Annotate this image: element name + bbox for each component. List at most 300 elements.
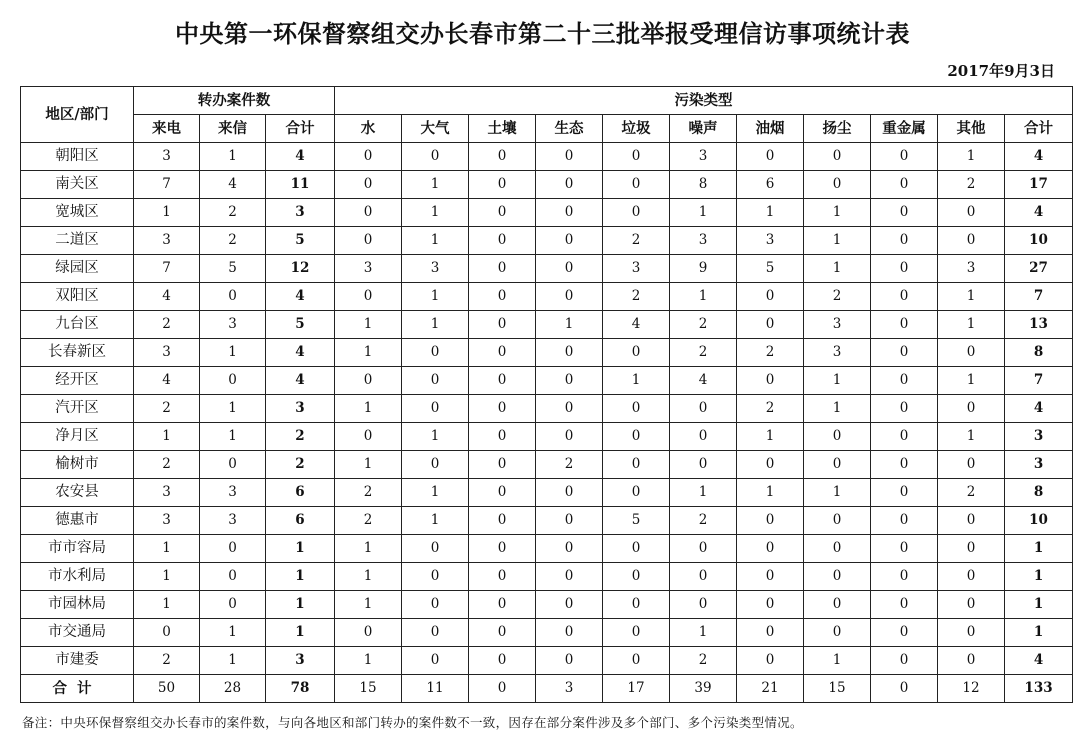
subtotal-cell: 5 <box>266 311 335 339</box>
table-row <box>21 563 1073 591</box>
table-cell: 0 <box>134 619 200 647</box>
table-cell: 0 <box>402 451 469 479</box>
table-row <box>21 367 1073 395</box>
table-row <box>21 395 1073 423</box>
table-cell: 1 <box>938 423 1005 451</box>
subtotal-cell: 4 <box>1005 143 1073 171</box>
table-cell: 0 <box>469 451 536 479</box>
table-cell: 0 <box>871 507 938 535</box>
subtotal-cell: 4 <box>1005 199 1073 227</box>
table-cell: 1 <box>804 227 871 255</box>
subtotal-cell: 1 <box>1005 619 1073 647</box>
region-name: 绿园区 <box>21 255 134 283</box>
table-cell: 0 <box>938 535 1005 563</box>
table-cell: 5 <box>200 255 266 283</box>
region-name: 汽开区 <box>21 395 134 423</box>
table-cell: 0 <box>469 199 536 227</box>
table-cell: 0 <box>536 143 603 171</box>
table-cell: 3 <box>603 255 670 283</box>
table-cell: 0 <box>335 619 402 647</box>
table-cell: 0 <box>536 619 603 647</box>
table-cell: 1 <box>335 395 402 423</box>
table-cell: 0 <box>871 143 938 171</box>
subtotal-cell: 13 <box>1005 311 1073 339</box>
pollution-col-header: 垃圾 <box>603 115 670 143</box>
table-cell: 0 <box>469 479 536 507</box>
table-cell: 0 <box>804 451 871 479</box>
pollution-col-header: 扬尘 <box>804 115 871 143</box>
table-cell: 0 <box>871 227 938 255</box>
table-cell: 0 <box>603 199 670 227</box>
table-cell: 0 <box>938 451 1005 479</box>
region-name: 榆树市 <box>21 451 134 479</box>
table-cell: 1 <box>200 395 266 423</box>
table-cell: 0 <box>402 367 469 395</box>
table-cell: 1 <box>536 311 603 339</box>
table-cell: 1 <box>335 591 402 619</box>
table-cell: 0 <box>469 143 536 171</box>
table-cell: 0 <box>200 563 266 591</box>
table-cell: 3 <box>804 339 871 367</box>
table-cell: 0 <box>200 451 266 479</box>
table-cell: 3 <box>200 479 266 507</box>
table-cell: 50 <box>134 675 200 703</box>
table-cell: 5 <box>603 507 670 535</box>
table-cell: 0 <box>737 591 804 619</box>
table-cell: 0 <box>402 535 469 563</box>
subtotal-cell: 8 <box>1005 479 1073 507</box>
table-cell: 2 <box>134 647 200 675</box>
region-name: 农安县 <box>21 479 134 507</box>
table-cell: 0 <box>603 591 670 619</box>
table-row <box>21 143 1073 171</box>
table-cell: 0 <box>871 423 938 451</box>
table-cell: 1 <box>402 479 469 507</box>
table-cell: 0 <box>335 227 402 255</box>
table-cell: 0 <box>804 423 871 451</box>
table-cell: 0 <box>469 507 536 535</box>
transfer-col-header: 来信 <box>200 115 266 143</box>
table-cell: 1 <box>335 339 402 367</box>
table-cell: 0 <box>804 171 871 199</box>
table-cell: 39 <box>670 675 737 703</box>
table-cell: 0 <box>871 451 938 479</box>
table-row <box>21 451 1073 479</box>
table-cell: 2 <box>134 451 200 479</box>
table-cell: 0 <box>603 479 670 507</box>
table-cell: 0 <box>871 283 938 311</box>
table-cell: 0 <box>938 507 1005 535</box>
table-cell: 1 <box>402 311 469 339</box>
table-cell: 1 <box>402 199 469 227</box>
subtotal-cell: 4 <box>1005 395 1073 423</box>
table-cell: 0 <box>804 591 871 619</box>
subtotal-cell: 4 <box>266 367 335 395</box>
table-cell: 0 <box>335 199 402 227</box>
table-cell: 0 <box>469 339 536 367</box>
table-cell: 0 <box>670 563 737 591</box>
table-cell: 0 <box>536 339 603 367</box>
pollution-col-header: 大气 <box>402 115 469 143</box>
table-cell: 0 <box>603 143 670 171</box>
table-cell: 1 <box>670 199 737 227</box>
table-cell: 0 <box>871 563 938 591</box>
table-cell: 3 <box>134 227 200 255</box>
region-name: 市园林局 <box>21 591 134 619</box>
table-cell: 1 <box>804 395 871 423</box>
table-cell: 6 <box>737 171 804 199</box>
table-row <box>21 311 1073 339</box>
table-cell: 0 <box>536 647 603 675</box>
table-row <box>21 591 1073 619</box>
table-cell: 2 <box>670 311 737 339</box>
table-cell: 0 <box>469 311 536 339</box>
table-cell: 1 <box>335 647 402 675</box>
table-cell: 0 <box>200 535 266 563</box>
subtotal-cell: 6 <box>266 479 335 507</box>
total-label: 合计 <box>21 675 134 703</box>
table-cell: 0 <box>603 619 670 647</box>
region-name: 市建委 <box>21 647 134 675</box>
table-cell: 3 <box>200 311 266 339</box>
table-cell: 0 <box>938 339 1005 367</box>
table-cell: 0 <box>536 283 603 311</box>
total-row <box>21 675 1073 703</box>
table-cell: 0 <box>469 283 536 311</box>
subtotal-cell: 8 <box>1005 339 1073 367</box>
table-cell: 1 <box>737 479 804 507</box>
table-cell: 0 <box>737 507 804 535</box>
table-cell: 1 <box>670 619 737 647</box>
subtotal-cell: 3 <box>266 647 335 675</box>
region-name: 市交通局 <box>21 619 134 647</box>
table-cell: 1 <box>402 227 469 255</box>
subtotal-cell: 1 <box>1005 591 1073 619</box>
table-cell: 0 <box>871 619 938 647</box>
table-cell: 1 <box>134 591 200 619</box>
table-cell: 3 <box>804 311 871 339</box>
table-cell: 2 <box>603 227 670 255</box>
table-cell: 1 <box>603 367 670 395</box>
subtotal-cell: 12 <box>266 255 335 283</box>
table-cell: 0 <box>737 283 804 311</box>
table-cell: 17 <box>603 675 670 703</box>
table-cell: 0 <box>938 395 1005 423</box>
table-cell: 0 <box>536 199 603 227</box>
table-cell: 0 <box>670 451 737 479</box>
table-cell: 0 <box>402 647 469 675</box>
pollution-col-header: 土壤 <box>469 115 536 143</box>
table-cell: 0 <box>469 423 536 451</box>
table-cell: 1 <box>134 563 200 591</box>
table-cell: 1 <box>200 423 266 451</box>
table-cell: 0 <box>670 535 737 563</box>
region-column-header: 地区/部门 <box>21 87 134 143</box>
table-cell: 1 <box>804 479 871 507</box>
table-cell: 0 <box>603 451 670 479</box>
table-cell: 1 <box>670 479 737 507</box>
table-cell: 0 <box>737 311 804 339</box>
table-cell: 0 <box>871 171 938 199</box>
subtotal-cell: 27 <box>1005 255 1073 283</box>
table-cell: 2 <box>536 451 603 479</box>
table-cell: 4 <box>134 283 200 311</box>
table-row <box>21 423 1073 451</box>
subtotal-cell: 5 <box>266 227 335 255</box>
report-date: 2017年9月3日 <box>947 62 1055 80</box>
table-body <box>21 143 1073 703</box>
table-cell: 2 <box>670 507 737 535</box>
table-cell: 1 <box>134 199 200 227</box>
table-cell: 28 <box>200 675 266 703</box>
table-cell: 2 <box>938 171 1005 199</box>
table-cell: 0 <box>335 283 402 311</box>
table-cell: 1 <box>134 423 200 451</box>
table-cell: 0 <box>200 283 266 311</box>
table-cell: 1 <box>938 367 1005 395</box>
table-cell: 0 <box>603 395 670 423</box>
table-cell: 0 <box>737 143 804 171</box>
table-cell: 0 <box>469 563 536 591</box>
table-cell: 1 <box>200 647 266 675</box>
table-cell: 1 <box>938 143 1005 171</box>
table-cell: 0 <box>536 395 603 423</box>
region-name: 净月区 <box>21 423 134 451</box>
table-cell: 0 <box>603 171 670 199</box>
table-cell: 0 <box>536 171 603 199</box>
table-cell: 2 <box>938 479 1005 507</box>
pollution-group-header: 污染类型 <box>335 87 1073 115</box>
table-cell: 1 <box>335 451 402 479</box>
table-cell: 1 <box>402 507 469 535</box>
table-cell: 0 <box>536 423 603 451</box>
table-cell: 2 <box>200 199 266 227</box>
region-name: 德惠市 <box>21 507 134 535</box>
table-cell: 0 <box>335 143 402 171</box>
table-cell: 1 <box>402 423 469 451</box>
table-cell: 11 <box>402 675 469 703</box>
table-cell: 0 <box>536 563 603 591</box>
table-cell: 3 <box>134 339 200 367</box>
table-cell: 0 <box>469 675 536 703</box>
subtotal-cell: 1 <box>266 619 335 647</box>
table-cell: 0 <box>938 591 1005 619</box>
table-cell: 0 <box>469 647 536 675</box>
table-cell: 0 <box>469 255 536 283</box>
table-cell: 3 <box>402 255 469 283</box>
table-cell: 0 <box>871 535 938 563</box>
table-cell: 0 <box>871 591 938 619</box>
table-cell: 1 <box>804 199 871 227</box>
table-cell: 1 <box>335 535 402 563</box>
table-cell: 1 <box>200 619 266 647</box>
pollution-col-header: 噪声 <box>670 115 737 143</box>
table-cell: 0 <box>938 647 1005 675</box>
transfer-group-header: 转办案件数 <box>134 87 335 115</box>
table-cell: 2 <box>335 479 402 507</box>
subtotal-cell: 3 <box>266 395 335 423</box>
table-cell: 2 <box>737 339 804 367</box>
table-cell: 0 <box>670 395 737 423</box>
table-cell: 2 <box>603 283 670 311</box>
table-cell: 0 <box>871 339 938 367</box>
subtotal-cell: 4 <box>1005 647 1073 675</box>
subtotal-cell: 4 <box>266 339 335 367</box>
table-title: 中央第一环保督察组交办长春市第二十三批举报受理信访事项统计表 <box>175 19 910 48</box>
table-cell: 0 <box>737 367 804 395</box>
table-cell: 21 <box>737 675 804 703</box>
table-cell: 0 <box>871 479 938 507</box>
table-cell: 1 <box>737 423 804 451</box>
table-cell: 0 <box>469 535 536 563</box>
table-cell: 0 <box>603 563 670 591</box>
statistics-table <box>20 86 1073 703</box>
table-cell: 3 <box>335 255 402 283</box>
table-cell: 0 <box>737 619 804 647</box>
table-cell: 0 <box>804 143 871 171</box>
table-cell: 4 <box>670 367 737 395</box>
table-cell: 0 <box>603 339 670 367</box>
transfer-col-header: 合计 <box>266 115 335 143</box>
table-cell: 0 <box>871 199 938 227</box>
table-row <box>21 535 1073 563</box>
subtotal-cell: 11 <box>266 171 335 199</box>
table-cell: 12 <box>938 675 1005 703</box>
table-cell: 1 <box>335 563 402 591</box>
table-cell: 0 <box>737 647 804 675</box>
table-row <box>21 255 1073 283</box>
table-cell: 0 <box>804 507 871 535</box>
table-cell: 8 <box>670 171 737 199</box>
table-cell: 0 <box>938 199 1005 227</box>
transfer-col-header: 来电 <box>134 115 200 143</box>
table-cell: 0 <box>469 171 536 199</box>
table-cell: 2 <box>134 395 200 423</box>
pollution-col-header: 水 <box>335 115 402 143</box>
subtotal-cell: 6 <box>266 507 335 535</box>
table-cell: 0 <box>871 675 938 703</box>
table-cell: 0 <box>536 227 603 255</box>
subtotal-cell: 2 <box>266 423 335 451</box>
subtotal-cell: 1 <box>1005 563 1073 591</box>
table-cell: 0 <box>938 619 1005 647</box>
table-cell: 0 <box>469 227 536 255</box>
table-cell: 0 <box>402 143 469 171</box>
table-cell: 7 <box>134 255 200 283</box>
table-cell: 0 <box>200 591 266 619</box>
table-cell: 0 <box>402 395 469 423</box>
subtotal-cell: 78 <box>266 675 335 703</box>
table-cell: 0 <box>603 423 670 451</box>
region-name: 市市容局 <box>21 535 134 563</box>
table-cell: 0 <box>335 171 402 199</box>
table-cell: 7 <box>134 171 200 199</box>
table-cell: 3 <box>536 675 603 703</box>
table-cell: 0 <box>871 311 938 339</box>
table-cell: 0 <box>200 367 266 395</box>
table-cell: 0 <box>871 647 938 675</box>
table-cell: 3 <box>938 255 1005 283</box>
pollution-col-header: 其他 <box>938 115 1005 143</box>
table-cell: 1 <box>938 311 1005 339</box>
region-name: 朝阳区 <box>21 143 134 171</box>
region-name: 南关区 <box>21 171 134 199</box>
table-cell: 0 <box>737 451 804 479</box>
region-name: 双阳区 <box>21 283 134 311</box>
table-cell: 0 <box>536 479 603 507</box>
table-cell: 0 <box>871 367 938 395</box>
table-row <box>21 647 1073 675</box>
table-cell: 5 <box>737 255 804 283</box>
table-cell: 2 <box>335 507 402 535</box>
region-name: 九台区 <box>21 311 134 339</box>
subtotal-cell: 2 <box>266 451 335 479</box>
table-row <box>21 283 1073 311</box>
subtotal-cell: 133 <box>1005 675 1073 703</box>
table-cell: 1 <box>200 143 266 171</box>
table-cell: 2 <box>134 311 200 339</box>
table-row <box>21 339 1073 367</box>
table-cell: 0 <box>737 563 804 591</box>
table-cell: 4 <box>200 171 266 199</box>
table-row <box>21 479 1073 507</box>
region-name: 二道区 <box>21 227 134 255</box>
subtotal-cell: 1 <box>266 563 335 591</box>
table-cell: 0 <box>402 339 469 367</box>
table-row <box>21 171 1073 199</box>
table-cell: 9 <box>670 255 737 283</box>
table-cell: 1 <box>804 647 871 675</box>
table-cell: 3 <box>134 507 200 535</box>
table-cell: 0 <box>938 227 1005 255</box>
table-cell: 1 <box>134 535 200 563</box>
subtotal-cell: 1 <box>266 591 335 619</box>
table-cell: 1 <box>804 255 871 283</box>
table-cell: 0 <box>469 395 536 423</box>
table-cell: 3 <box>134 143 200 171</box>
pollution-col-header: 生态 <box>536 115 603 143</box>
table-cell: 1 <box>804 367 871 395</box>
table-row <box>21 199 1073 227</box>
table-cell: 0 <box>536 591 603 619</box>
table-cell: 4 <box>134 367 200 395</box>
table-cell: 3 <box>737 227 804 255</box>
subtotal-cell: 1 <box>266 535 335 563</box>
table-cell: 0 <box>402 619 469 647</box>
table-cell: 0 <box>469 367 536 395</box>
table-cell: 0 <box>737 535 804 563</box>
table-cell: 0 <box>536 255 603 283</box>
table-cell: 0 <box>402 563 469 591</box>
table-cell: 0 <box>536 367 603 395</box>
table-cell: 0 <box>670 591 737 619</box>
region-name: 长春新区 <box>21 339 134 367</box>
table-cell: 0 <box>469 591 536 619</box>
table-cell: 1 <box>670 283 737 311</box>
table-cell: 1 <box>335 311 402 339</box>
pollution-col-header: 重金属 <box>871 115 938 143</box>
table-cell: 2 <box>670 339 737 367</box>
table-cell: 3 <box>670 227 737 255</box>
table-row <box>21 227 1073 255</box>
table-cell: 1 <box>402 283 469 311</box>
table-cell: 0 <box>603 647 670 675</box>
table-row <box>21 507 1073 535</box>
subtotal-cell: 10 <box>1005 227 1073 255</box>
table-cell: 2 <box>200 227 266 255</box>
table-cell: 0 <box>804 563 871 591</box>
table-cell: 0 <box>603 535 670 563</box>
